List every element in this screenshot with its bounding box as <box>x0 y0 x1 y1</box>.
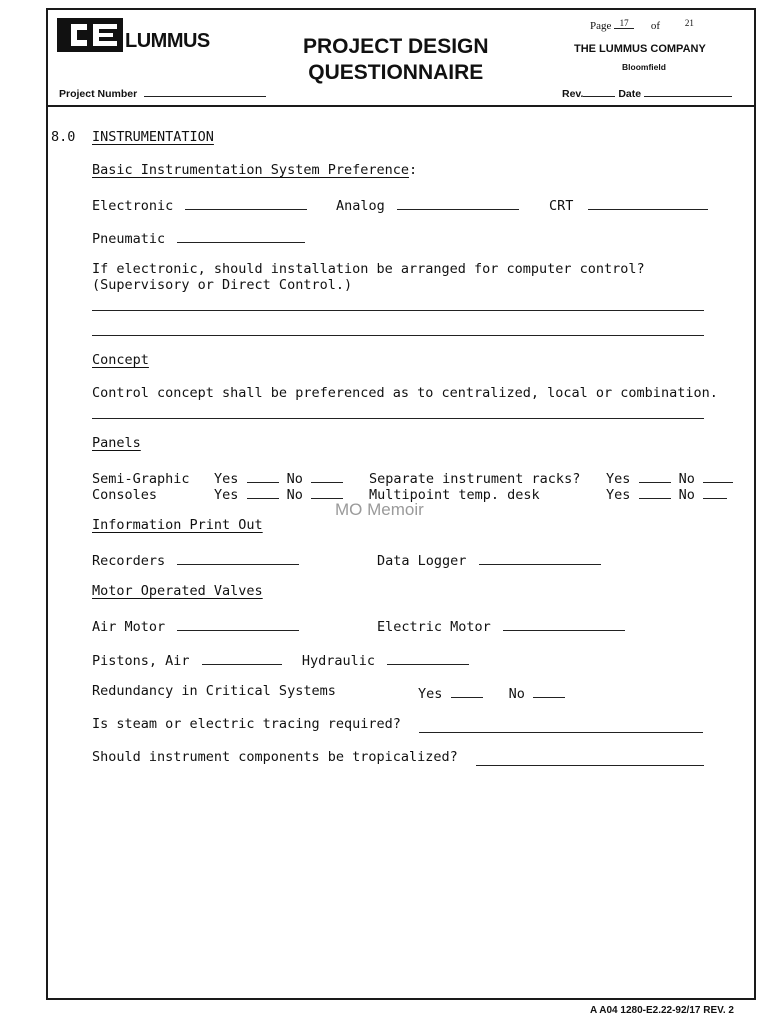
recorders-row <box>92 550 299 569</box>
air-motor-row <box>92 616 299 635</box>
crt-row <box>549 195 708 214</box>
analog-row <box>336 195 519 214</box>
rev-field[interactable] <box>583 85 615 97</box>
pneumatic-field[interactable] <box>177 228 305 243</box>
tracing-question: Is steam or electric tracing required? <box>92 716 401 732</box>
pistons-row <box>92 650 469 669</box>
title-line-1: PROJECT DESIGN <box>303 35 489 58</box>
separate-racks-label: Separate instrument racks? <box>369 471 581 487</box>
crt-label: CRT <box>549 198 574 214</box>
computer-control-note: (Supervisory or Direct Control.) <box>92 277 353 293</box>
semi-graphic-no-field[interactable] <box>311 468 343 483</box>
motor-operated-valves-heading: Motor Operated Valves <box>92 583 263 599</box>
watermark: MO Memoir <box>335 500 424 519</box>
project-number-label: Project Number <box>59 88 138 100</box>
section-title: INSTRUMENTATION <box>92 129 214 145</box>
section-number: 8.0 <box>51 129 76 145</box>
air-motor-field[interactable] <box>177 616 299 631</box>
company-name: THE LUMMUS COMPANY <box>574 43 706 55</box>
company-location: Bloomfield <box>622 62 666 72</box>
hydraulic-field[interactable] <box>387 650 469 665</box>
electronic-field[interactable] <box>185 195 307 210</box>
hydraulic-label: Hydraulic <box>301 653 375 669</box>
semi-graphic-label: Semi-Graphic <box>92 471 190 487</box>
title-line-2: QUESTIONNAIRE <box>308 61 484 84</box>
page-total: 21 <box>684 18 694 28</box>
pneumatic-label: Pneumatic <box>92 231 166 247</box>
multipoint-yes-field[interactable] <box>639 484 671 499</box>
analog-label: Analog <box>336 198 385 214</box>
electronic-label: Electronic <box>92 198 174 214</box>
page-title <box>303 34 489 86</box>
concept-text: Control concept shall be preferenced as to centralized, local or combination. <box>92 385 718 401</box>
data-logger-field[interactable] <box>479 550 601 565</box>
redundancy-yes-field[interactable] <box>451 683 483 698</box>
pneumatic-row <box>92 228 305 247</box>
page-number-field[interactable]: 17 <box>614 18 634 29</box>
consoles-yes-field[interactable] <box>247 484 279 499</box>
redundancy-label: Redundancy in Critical Systems <box>92 683 336 699</box>
panel-row-separate-racks: Separate instrument racks? Yes No <box>369 468 733 487</box>
electric-motor-label: Electric Motor <box>377 619 491 635</box>
ce-logo-icon <box>57 18 123 52</box>
analog-field[interactable] <box>397 195 519 210</box>
computer-control-question: If electronic, should installation be arranged for computer control? <box>92 261 645 277</box>
separate-racks-yes-field[interactable] <box>639 468 671 483</box>
redundancy-options: Yes No <box>418 683 565 702</box>
pistons-air-label: Pistons, Air <box>92 653 190 669</box>
form-code: A A04 1280-E2.22-92/17 REV. 2 <box>590 1005 734 1016</box>
electric-motor-row <box>377 616 625 635</box>
electronic-row <box>92 195 307 214</box>
air-motor-label: Air Motor <box>92 619 166 635</box>
basic-preference-heading: Basic Instrumentation System Preference: <box>92 162 418 178</box>
header-divider <box>46 105 756 107</box>
panel-row-consoles: Consoles Yes No <box>92 484 343 503</box>
information-print-out-heading: Information Print Out <box>92 517 263 533</box>
multipoint-no-field[interactable] <box>703 484 727 499</box>
rev-label: Rev. <box>562 88 584 100</box>
page-label: Page <box>590 20 612 32</box>
redundancy-no-field[interactable] <box>533 683 565 698</box>
tropicalized-question: Should instrument components be tropicalized? <box>92 749 458 765</box>
company-logo-text: LUMMUS <box>125 30 210 52</box>
data-logger-label: Data Logger <box>377 553 467 569</box>
computer-control-answer-line-2[interactable] <box>92 335 704 336</box>
recorders-label: Recorders <box>92 553 166 569</box>
consoles-label: Consoles <box>92 487 158 503</box>
date-label: Date <box>618 88 642 100</box>
multipoint-label: Multipoint temp. desk <box>369 487 540 503</box>
data-logger-row <box>377 550 601 569</box>
crt-field[interactable] <box>588 195 708 210</box>
concept-answer-line[interactable] <box>92 418 704 419</box>
pistons-air-field[interactable] <box>202 650 282 665</box>
panel-row-semi-graphic: Semi-Graphic Yes No <box>92 468 343 487</box>
rev-date-row <box>562 85 732 100</box>
tracing-answer-field[interactable] <box>419 732 703 733</box>
panel-row-multipoint: Multipoint temp. desk Yes No <box>369 484 727 503</box>
separate-racks-no-field[interactable] <box>703 468 733 483</box>
project-number-row <box>59 85 266 100</box>
computer-control-answer-line-1[interactable] <box>92 310 704 311</box>
recorders-field[interactable] <box>177 550 299 565</box>
of-label: of <box>650 20 661 32</box>
date-field[interactable] <box>644 85 732 97</box>
concept-heading: Concept <box>92 352 149 368</box>
project-number-field[interactable] <box>144 85 266 97</box>
page-indicator <box>590 18 694 32</box>
electric-motor-field[interactable] <box>503 616 625 631</box>
panels-heading: Panels <box>92 435 141 451</box>
consoles-no-field[interactable] <box>311 484 343 499</box>
tropicalized-answer-field[interactable] <box>476 765 704 766</box>
semi-graphic-yes-field[interactable] <box>247 468 279 483</box>
